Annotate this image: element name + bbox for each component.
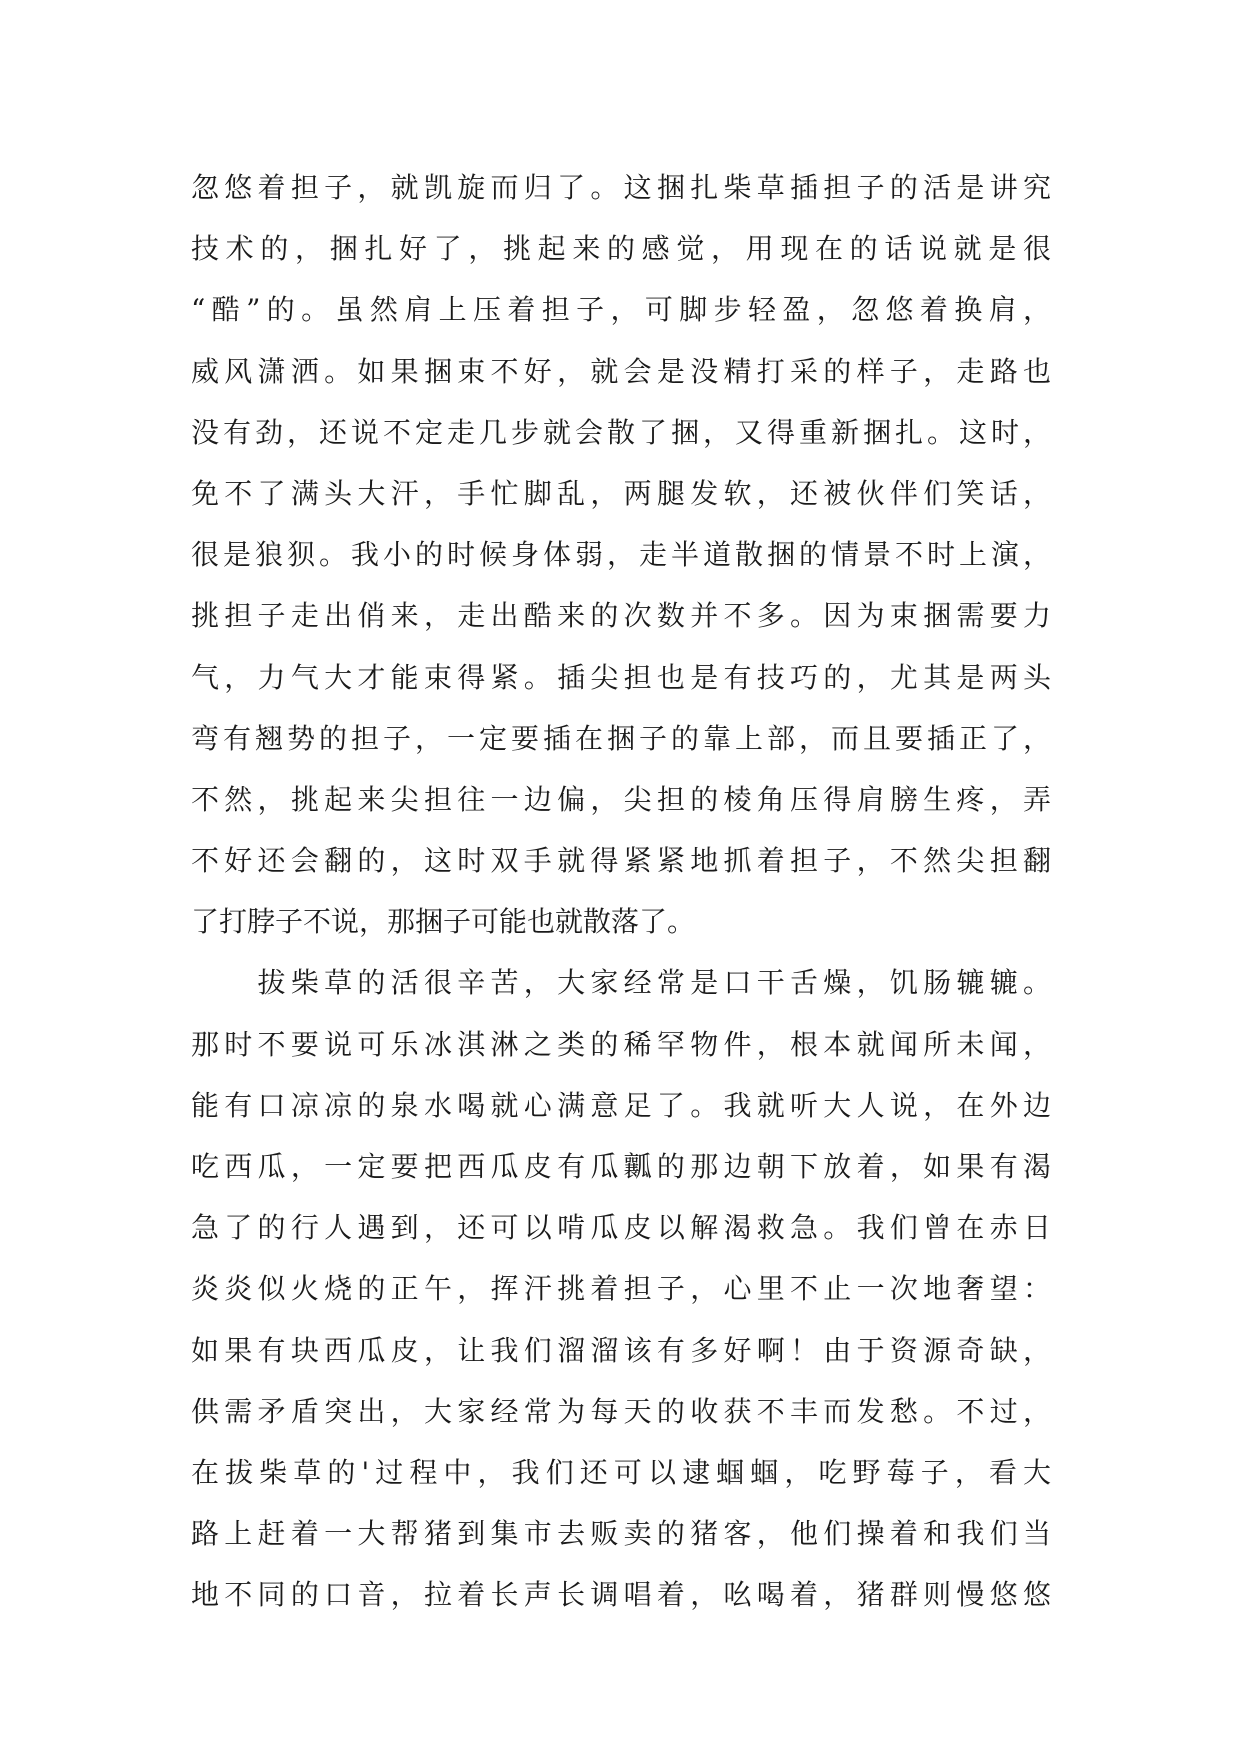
text-line: 没有劲，还说不定走几步就会散了捆，又得重新捆扎。这时， xyxy=(191,415,1051,449)
text-line: 不然，挑起来尖担往一边偏，尖担的棱角压得肩膀生疼，弄 xyxy=(191,782,1051,816)
text-line: 如果有块西瓜皮，让我们溜溜该有多好啊！由于资源奇缺， xyxy=(191,1333,1051,1367)
text-line: 供需矛盾突出，大家经常为每天的收获不丰而发愁。不过， xyxy=(191,1394,1051,1428)
text-line: 很是狼狈。我小的时候身体弱，走半道散捆的情景不时上演， xyxy=(191,538,1051,572)
text-line: 技术的，捆扎好了，挑起来的感觉，用现在的话说就是很 xyxy=(191,232,1051,266)
text-line: “酷”的。虽然肩上压着担子，可脚步轻盈，忽悠着换肩， xyxy=(191,293,1051,327)
text-line: 吃西瓜，一定要把西瓜皮有瓜瓤的那边朝下放着，如果有渴 xyxy=(191,1150,1051,1183)
text-line: 地不同的口音，拉着长声长调唱着，吆喝着，猪群则慢悠悠 xyxy=(191,1578,1051,1612)
text-line: 拔柴草的活很辛苦，大家经常是口干舌燥，饥肠辘辘。 xyxy=(191,966,1051,1000)
body-text xyxy=(191,157,1051,1626)
text-line: 威风潇洒。如果捆束不好，就会是没精打采的样子，走路也 xyxy=(191,354,1051,388)
text-line: 弯有翘势的担子，一定要插在捆子的靠上部，而且要插正了， xyxy=(191,721,1051,755)
text-line: 不好还会翻的，这时双手就得紧紧地抓着担子，不然尖担翻 xyxy=(191,844,1051,878)
text-line: 炎炎似火烧的正午，挥汗挑着担子，心里不止一次地奢望： xyxy=(191,1272,1051,1306)
text-line: 能有口凉凉的泉水喝就心满意足了。我就听大人说，在外边 xyxy=(191,1088,1051,1122)
text-line: 忽悠着担子，就凯旋而归了。这捆扎柴草插担子的活是讲究 xyxy=(191,171,1051,204)
text-line: 免不了满头大汗，手忙脚乱，两腿发软，还被伙伴们笑话， xyxy=(191,476,1051,510)
text-line: 气，力气大才能束得紧。插尖担也是有技巧的，尤其是两头 xyxy=(191,660,1051,694)
text-line: 那时不要说可乐冰淇淋之类的稀罕物件，根本就闻所未闻， xyxy=(191,1027,1051,1061)
text-line: 急了的行人遇到，还可以啃瓜皮以解渴救急。我们曾在赤日 xyxy=(191,1211,1051,1245)
text-line: 在拔柴草的'过程中，我们还可以逮蝈蝈，吃野莓子，看大 xyxy=(191,1455,1051,1489)
text-line: 路上赶着一大帮猪到集市去贩卖的猪客，他们操着和我们当 xyxy=(191,1517,1051,1551)
text-line: 了打脖子不说，那捆子可能也就散落了。 xyxy=(191,905,696,939)
text-line: 挑担子走出俏来，走出酷来的次数并不多。因为束捆需要力 xyxy=(191,599,1051,633)
